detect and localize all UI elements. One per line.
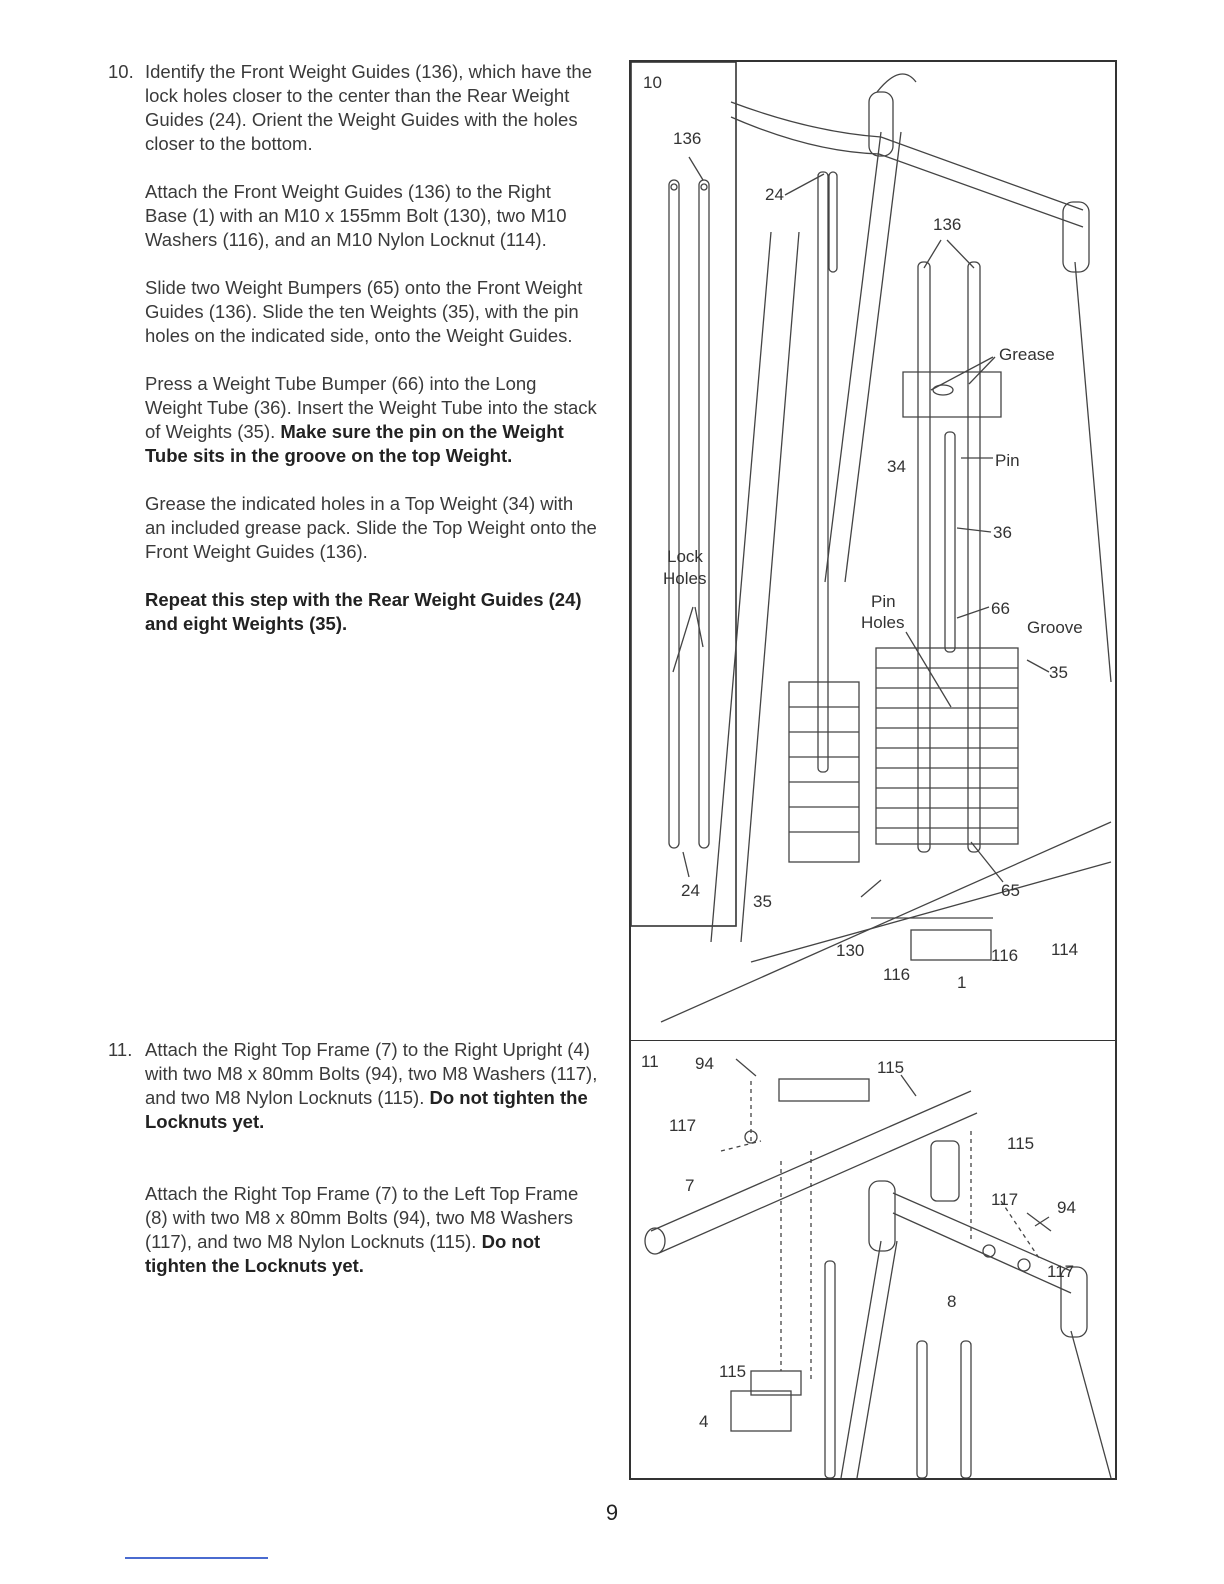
- step-10-para-3: Slide two Weight Bumpers (65) onto the Front Weight Guides (136). Slide the ten Weights (35), with the pin holes on the indicated side, onto the Weight Guides.: [145, 277, 583, 346]
- step-10-para-5: Grease the indicated holes in a Top Weight (34) with an included grease pack. Slide the Top Weight onto the Front Weight Guides (136).: [145, 493, 597, 562]
- label-116-washer-right: 116: [991, 946, 1019, 965]
- label-94-bolt-top: 94: [695, 1054, 714, 1073]
- label-94-bolt-right: 94: [1057, 1198, 1076, 1217]
- step-10-instructions: [108, 60, 598, 660]
- label-115-locknut-right: 115: [1007, 1134, 1035, 1153]
- step-10-para-4: [145, 372, 598, 468]
- label-34-top-weight: 34: [887, 457, 906, 476]
- label-1-base: 1: [957, 973, 967, 992]
- step-10-para-6: Repeat this step with the Rear Weight Guides (24) and eight Weights (35).: [145, 589, 582, 634]
- label-24-inset: 24: [681, 881, 700, 900]
- figure-10-drawing: [631, 62, 1115, 1042]
- label-117-washer-left: 117: [669, 1116, 697, 1135]
- label-130-bolt: 130: [836, 941, 865, 960]
- figure-step-10: [629, 60, 1117, 1044]
- label-8-left-top-frame: 8: [947, 1292, 957, 1311]
- label-65-bumpers: 65: [1001, 881, 1020, 900]
- footer-rule: [125, 1557, 268, 1559]
- step-number: 10.: [108, 61, 134, 82]
- step-11-para-1-text: Attach the Right Top Frame (7) to the Right Upright (4) with two M8 x 80mm Bolts (94), two M8 Washers (117), and two M8 Nylon Locknuts (115).: [145, 1039, 598, 1108]
- page-number: 9: [605, 1500, 619, 1525]
- figure-10-step-label: 10: [643, 73, 662, 92]
- label-groove: Groove: [1027, 618, 1083, 637]
- label-7-right-top-frame: 7: [685, 1176, 695, 1195]
- label-pin: Pin: [995, 451, 1020, 470]
- label-24-guide: 24: [765, 185, 784, 204]
- step-11-para-2-warning: Do not tighten the Locknuts yet.: [145, 1231, 541, 1276]
- figure-11-drawing: [631, 1041, 1115, 1478]
- label-117-washer-lower: 117: [1047, 1262, 1075, 1281]
- label-114-locknut: 114: [1051, 940, 1079, 959]
- label-lock: Lock: [667, 547, 703, 566]
- step-11-para-1: [145, 1038, 598, 1134]
- label-116-washer-left: 116: [883, 965, 911, 984]
- step-10-para-2: Attach the Front Weight Guides (136) to the Right Base (1) with an M10 x 155mm Bolt (130), two M10 Washers (116), and an M10 Nylon Locknut (114).: [145, 181, 567, 250]
- label-grease: Grease: [999, 345, 1055, 364]
- label-pin-holes-line1: Pin: [871, 592, 896, 611]
- label-35-rear: 35: [753, 892, 772, 911]
- label-4-right-upright: 4: [699, 1412, 709, 1431]
- label-136-inset: 136: [673, 129, 702, 148]
- figure-step-11: [629, 1040, 1117, 1480]
- label-117-washer-right: 117: [991, 1190, 1019, 1209]
- step-11-para-2-text: Attach the Right Top Frame (7) to the Left Top Frame (8) with two M8 x 80mm Bolts (94), two M8 Washers (117), and two M8 Nylon Locknuts (115).: [145, 1183, 579, 1252]
- label-36-weight-tube: 36: [993, 523, 1012, 542]
- label-holes: Holes: [663, 569, 707, 588]
- step-10-para-4-warning: Make sure the pin on the Weight Tube sits in the groove on the top Weight.: [145, 421, 564, 466]
- label-115-locknut-top: 115: [877, 1058, 905, 1077]
- step-10-para-4-text: Press a Weight Tube Bumper (66) into the Long Weight Tube (36). Insert the Weight Tube into the stack of Weights (35).: [145, 373, 597, 442]
- label-136-guides: 136: [933, 215, 962, 234]
- step-number: 11.: [108, 1039, 133, 1060]
- step-11-para-2: [145, 1182, 598, 1278]
- step-10-para-1: Identify the Front Weight Guides (136), which have the lock holes closer to the center than the Rear Weight Guides (24). Orient the Weight Guides with the holes closer to the bottom.: [145, 61, 592, 154]
- step-11-instructions: [108, 1038, 598, 1302]
- label-66-bumper: 66: [991, 599, 1010, 618]
- label-pin-holes-line2: Holes: [861, 613, 905, 632]
- figure-11-step-label: 11: [641, 1052, 659, 1071]
- label-35-weights: 35: [1049, 663, 1068, 682]
- label-115-locknut-bottom: 115: [719, 1362, 747, 1381]
- step-11-para-1-warning: Do not tighten the Locknuts yet.: [145, 1087, 588, 1132]
